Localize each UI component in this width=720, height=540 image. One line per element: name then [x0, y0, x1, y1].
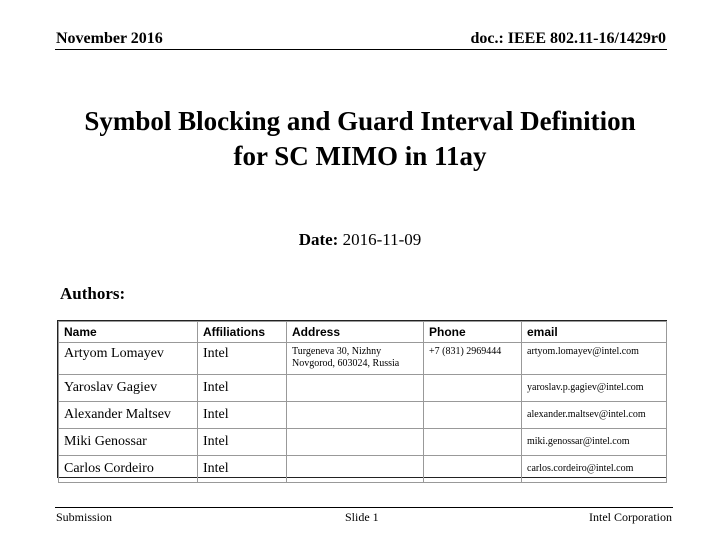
- header-doc-id: doc.: IEEE 802.11-16/1429r0: [470, 30, 666, 47]
- footer-company: Intel Corporation: [589, 510, 672, 524]
- authors-label: Authors:: [60, 284, 126, 303]
- author-phone: +7 (831) 2969444: [424, 343, 522, 375]
- author-phone: [424, 429, 522, 456]
- date-label: Date:: [298, 230, 339, 249]
- date-line: [0, 230, 720, 250]
- author-phone: [424, 402, 522, 429]
- table-row: [59, 375, 667, 402]
- author-affiliation: Intel: [198, 375, 287, 402]
- header-date: November 2016: [56, 30, 163, 47]
- footer-submission: Submission: [56, 510, 113, 524]
- footer-divider: [55, 507, 673, 508]
- author-email: carlos.cordeiro@intel.com: [522, 456, 667, 483]
- slide-title: [0, 104, 720, 174]
- author-affiliation: Intel: [198, 429, 287, 456]
- author-address: [287, 429, 424, 456]
- column-header-affiliations: Affiliations: [198, 322, 287, 343]
- column-header-phone: Phone: [424, 322, 522, 343]
- authors-table: [57, 320, 667, 478]
- author-address: [287, 456, 424, 483]
- date-value: 2016-11-09: [342, 230, 422, 249]
- author-name: Miki Genossar: [59, 429, 198, 456]
- author-address: Turgeneva 30, Nizhny Novgorod, 603024, Russia: [287, 343, 424, 375]
- author-email: artyom.lomayev@intel.com: [522, 343, 667, 375]
- author-email: alexander.maltsev@intel.com: [522, 402, 667, 429]
- author-phone: [424, 375, 522, 402]
- author-email: yaroslav.p.gagiev@intel.com: [522, 375, 667, 402]
- author-phone: [424, 456, 522, 483]
- author-address: [287, 402, 424, 429]
- author-email: miki.genossar@intel.com: [522, 429, 667, 456]
- table-row: [59, 456, 667, 483]
- footer-slide-number: Slide 1: [345, 510, 379, 524]
- column-header-address: Address: [287, 322, 424, 343]
- author-affiliation: Intel: [198, 402, 287, 429]
- author-name: Yaroslav Gagiev: [59, 375, 198, 402]
- author-name: Alexander Maltsev: [59, 402, 198, 429]
- author-name: Artyom Lomayev: [59, 343, 198, 375]
- author-affiliation: Intel: [198, 456, 287, 483]
- header-divider: [55, 49, 667, 50]
- author-name: Carlos Cordeiro: [59, 456, 198, 483]
- table-row: [59, 402, 667, 429]
- author-address: [287, 375, 424, 402]
- author-affiliation: Intel: [198, 343, 287, 375]
- table-header-row: [59, 322, 667, 343]
- title-line-1: Symbol Blocking and Guard Interval Definition: [84, 106, 636, 136]
- table-row: [59, 343, 667, 375]
- table-row: [59, 429, 667, 456]
- column-header-email: email: [522, 322, 667, 343]
- column-header-name: Name: [59, 322, 198, 343]
- title-line-2: for SC MIMO in 11ay: [233, 141, 487, 171]
